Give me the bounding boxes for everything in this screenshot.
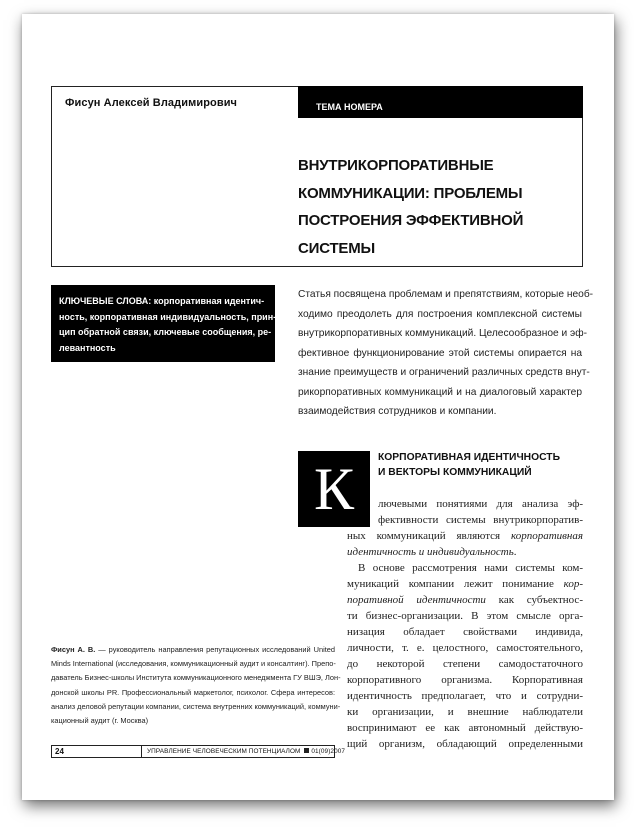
abstract-line: ходимо преодолеть для построения комплексной системы [298,308,582,320]
bio-line: Minds International (исследования, коммуникационный аудит и консалтинг). Препо- [51,659,336,669]
abstract-line: знание преимуществ и ограничений различных средств внут- [298,367,590,378]
keywords-line: цип обратной связи, ключевые сообщения, ре- [59,327,272,337]
abstract-line: рикорпоративных коммуникаций и на диалоговый характер [298,386,582,398]
body-line: лючевыми понятиями для анализа эф- [378,498,583,510]
bio-author-short: Фисун А. В. [51,645,96,654]
body-line: ки организации, и внешние наблюдатели [347,706,583,718]
body-line: до некоторой степени самодостаточного [347,658,583,670]
section-heading-line: КОРПОРАТИВНАЯ ИДЕНТИЧНОСТЬ [378,452,560,463]
abstract-line: внутрикорпоративных коммуникаций. Целесообразное и эф- [298,328,588,339]
keywords-box [51,285,275,362]
drop-cap: К [298,451,370,527]
abstract-line: фективное функционирование этой системы опирается на [298,347,582,359]
abstract [298,285,594,422]
section-heading-line: И ВЕКТОРЫ КОММУНИКАЦИЙ [378,466,532,478]
body-line: идентичность предполагает, что и сотрудни- [347,690,583,702]
body-line: В основе рассмотрения нами системы ком- [358,562,583,574]
title-line: ВНУТРИКОРПОРАТИВНЫЕ [298,157,494,174]
journal-name: УПРАВЛЕНИЕ ЧЕЛОВЕЧЕСКИМ ПОТЕНЦИАЛОМ [147,748,301,755]
body-line: идентичность и индивидуальность. [347,546,517,558]
topic-label: ТЕМА НОМЕРА [316,102,383,112]
body-line: щий организм, обладающий определенными [347,738,583,750]
section-heading [378,451,560,480]
footer-divider [141,745,142,758]
keywords-line: левантность [59,342,116,353]
body-line: ти бизнес-организации. В этом смысле орга- [347,610,583,622]
abstract-line: взаимодействия сотрудников и компании. [298,406,497,417]
page-number: 24 [55,747,64,756]
author-name: Фисун Алексей Владимирович [65,97,238,109]
body-line: фективности системы внутрикорпоратив- [378,514,583,526]
abstract-line: Статья посвящена проблемам и препятствиям, которые необ- [298,289,594,300]
body-line: ных коммуникаций являются корпоративная [347,530,583,542]
keywords-line: КЛЮЧЕВЫЕ СЛОВА: корпоративная идентич- [59,296,265,306]
body-line: поративной идентичности как субъектнос- [347,594,583,606]
title-line: СИСТЕМЫ [298,239,376,257]
author-bio [51,643,341,728]
body-line: муникаций компании лежит понимание кор- [347,578,583,590]
bio-line: анализ деловой репутации компании, система внутренних коммуникаций, коммуни- [51,701,341,711]
body-line: воспринимают ее как автономный действую- [347,722,583,734]
bio-line: Фисун А. В. — руководитель направления репутационных исследований United [51,645,335,654]
body-line: личности, т. е. целостного, самостоятельного, [347,642,583,654]
bio-line: донской школы PR. Профессиональный маркетолог, психолог. Сфера интересов: [51,687,335,697]
journal-footer [147,748,345,755]
body-line: корпоративного организма. Корпоративная [347,674,583,686]
issue-number: 01(09)2007 [311,748,346,755]
black-square-icon [304,748,309,753]
keywords-line: ность, корпоративная индивидуальность, прин- [59,311,277,322]
title-line: КОММУНИКАЦИИ: ПРОБЛЕМЫ [298,184,523,202]
body-line: низация обладает свойствами индивида, [347,626,583,638]
title-line: ПОСТРОЕНИЯ ЭФФЕКТИВНОЙ [298,212,524,229]
bio-line: даватель Бизнес-школы Института коммуникационного менеджмента ГУ ВШЭ, Лон- [51,673,341,683]
article-title [298,152,568,262]
bio-line: кационный аудит (г. Москва) [51,716,149,726]
